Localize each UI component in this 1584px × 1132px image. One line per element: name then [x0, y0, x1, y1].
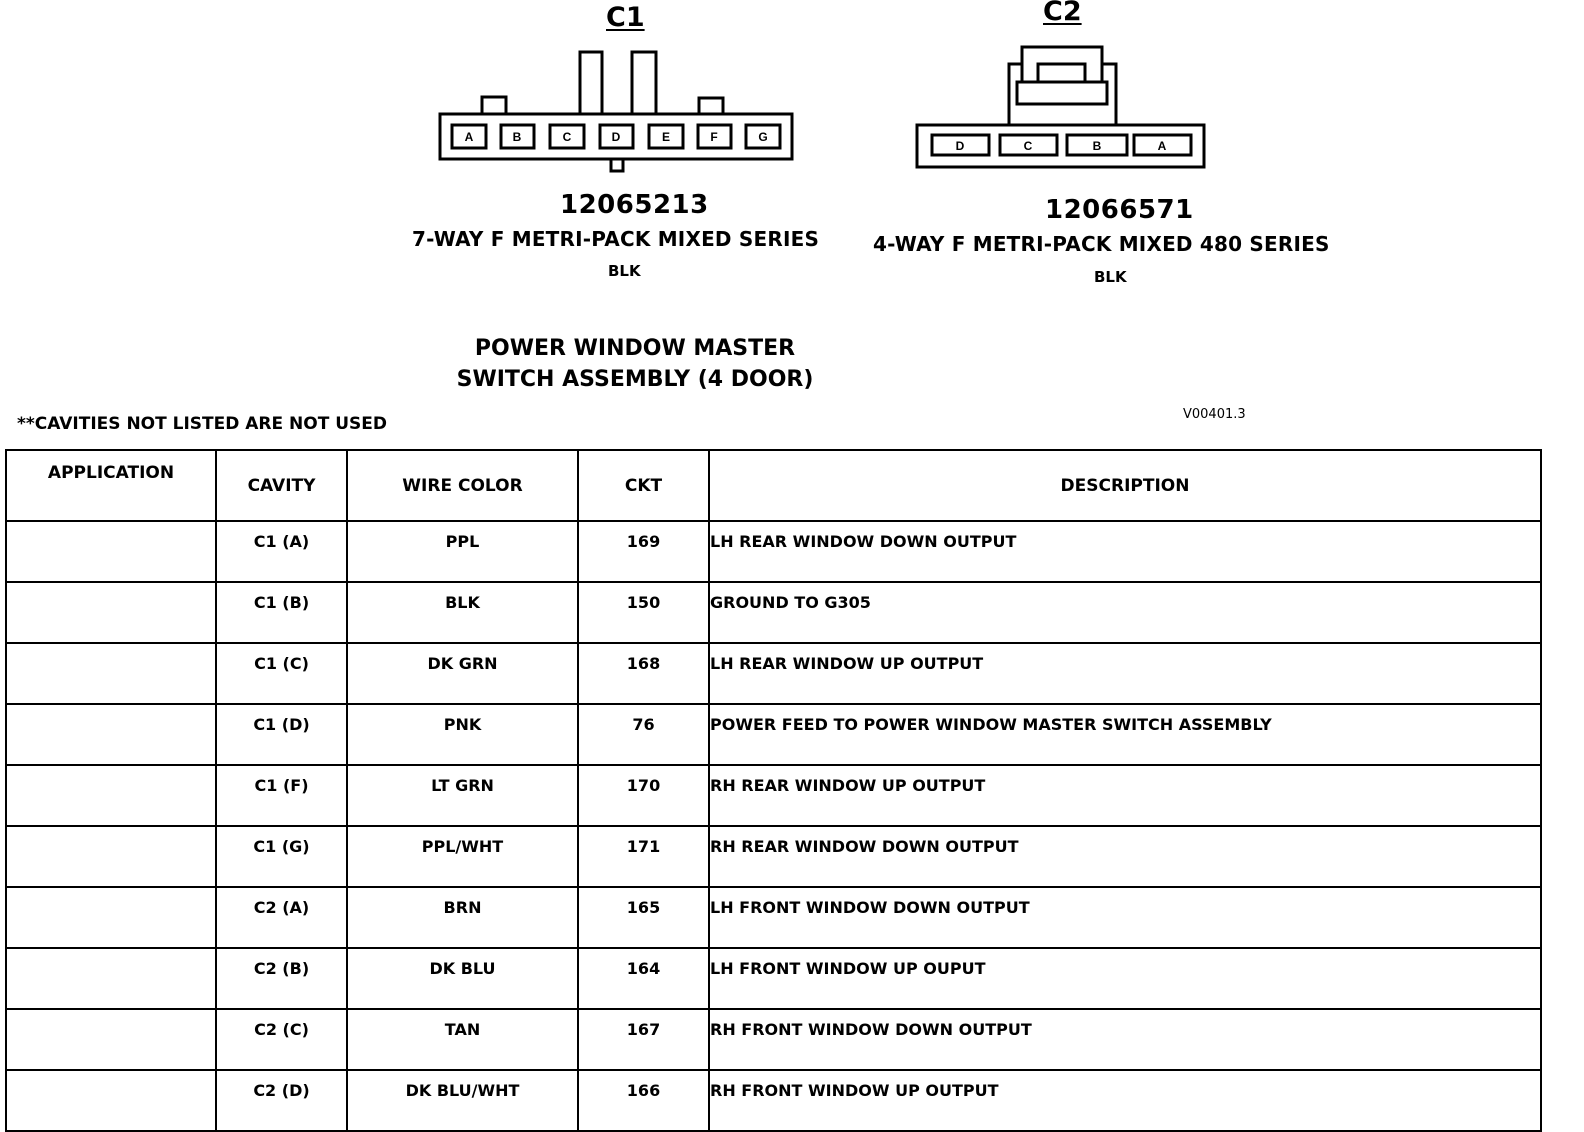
- cell-cavity: C1 (G): [216, 826, 347, 887]
- c1-cavity-letter: B: [512, 130, 522, 144]
- cell-wire-color: BLK: [347, 582, 578, 643]
- cell-cavity: C1 (D): [216, 704, 347, 765]
- c2-connector-label: C2: [1043, 0, 1082, 27]
- cell-ckt: 165: [578, 887, 709, 948]
- cell-ckt: 164: [578, 948, 709, 1009]
- header-wire-color: WIRE COLOR: [347, 450, 578, 521]
- cell-description: LH FRONT WINDOW UP OUPUT: [709, 948, 1541, 1009]
- cell-description: RH FRONT WINDOW DOWN OUTPUT: [709, 1009, 1541, 1070]
- cell-wire-color: BRN: [347, 887, 578, 948]
- cell-cavity: C1 (A): [216, 521, 347, 582]
- cell-description: LH REAR WINDOW UP OUTPUT: [709, 643, 1541, 704]
- table-row: [6, 765, 1541, 826]
- cell-cavity: C2 (C): [216, 1009, 347, 1070]
- cell-ckt: 76: [578, 704, 709, 765]
- connector-drawings: [0, 0, 1584, 300]
- c2-description: 4-WAY F METRI-PACK MIXED 480 SERIES: [873, 232, 1330, 256]
- c2-cavity-letter: B: [1092, 139, 1102, 153]
- c1-color: BLK: [608, 262, 641, 280]
- cell-ckt: 170: [578, 765, 709, 826]
- table-row: [6, 582, 1541, 643]
- c1-cavity-letter: E: [661, 130, 671, 144]
- table-row: [6, 643, 1541, 704]
- c2-cavity-letter: A: [1157, 139, 1167, 153]
- diagram-title-line2: SWITCH ASSEMBLY (4 DOOR): [456, 367, 814, 392]
- cavity-table: [5, 449, 1542, 1132]
- cell-application: [6, 826, 216, 887]
- cell-cavity: C2 (A): [216, 887, 347, 948]
- table-row: [6, 1009, 1541, 1070]
- table-row: [6, 887, 1541, 948]
- cell-application: [6, 887, 216, 948]
- cell-description: RH REAR WINDOW DOWN OUTPUT: [709, 826, 1541, 887]
- c2-part-number: 12066571: [1045, 195, 1194, 225]
- cell-application: [6, 948, 216, 1009]
- c1-cavity-letter: D: [611, 130, 621, 144]
- cell-ckt: 169: [578, 521, 709, 582]
- header-cavity: CAVITY: [216, 450, 347, 521]
- cell-description: RH REAR WINDOW UP OUTPUT: [709, 765, 1541, 826]
- table-row: [6, 704, 1541, 765]
- header-description: DESCRIPTION: [709, 450, 1541, 521]
- cavities-note: **CAVITIES NOT LISTED ARE NOT USED: [17, 414, 388, 434]
- cell-cavity: C1 (C): [216, 643, 347, 704]
- cell-application: [6, 1070, 216, 1131]
- c1-cavity-letter: A: [464, 130, 474, 144]
- c1-connector-label: C1: [606, 2, 645, 33]
- cell-description: LH REAR WINDOW DOWN OUTPUT: [709, 521, 1541, 582]
- table-row: [6, 826, 1541, 887]
- cell-cavity: C2 (B): [216, 948, 347, 1009]
- cell-wire-color: TAN: [347, 1009, 578, 1070]
- c2-cavity-letter: D: [955, 139, 965, 153]
- c2-cavities: [932, 135, 1191, 155]
- cell-application: [6, 1009, 216, 1070]
- cell-wire-color: PPL/WHT: [347, 826, 578, 887]
- table-row: [6, 948, 1541, 1009]
- cell-description: GROUND TO G305: [709, 582, 1541, 643]
- cell-cavity: C2 (D): [216, 1070, 347, 1131]
- cell-ckt: 166: [578, 1070, 709, 1131]
- table-header-row: [6, 450, 1541, 521]
- cell-application: [6, 704, 216, 765]
- diagram-title-line1: POWER WINDOW MASTER: [474, 336, 796, 361]
- cell-application: [6, 643, 216, 704]
- cell-wire-color: DK BLU/WHT: [347, 1070, 578, 1131]
- c2-cavity-letter: C: [1023, 139, 1033, 153]
- cell-description: POWER FEED TO POWER WINDOW MASTER SWITCH ASSEMBLY: [709, 704, 1541, 765]
- c1-connector-body: [440, 52, 792, 171]
- version-code: V00401.3: [1183, 407, 1246, 422]
- cell-application: [6, 765, 216, 826]
- cell-wire-color: DK GRN: [347, 643, 578, 704]
- cell-wire-color: DK BLU: [347, 948, 578, 1009]
- header-ckt: CKT: [578, 450, 709, 521]
- cell-cavity: C1 (F): [216, 765, 347, 826]
- cell-cavity: C1 (B): [216, 582, 347, 643]
- cell-wire-color: LT GRN: [347, 765, 578, 826]
- cell-ckt: 171: [578, 826, 709, 887]
- c2-color: BLK: [1094, 268, 1127, 286]
- c1-cavity-letter: G: [758, 130, 768, 144]
- header-application: APPLICATION: [6, 450, 216, 521]
- cell-description: RH FRONT WINDOW UP OUTPUT: [709, 1070, 1541, 1131]
- cell-wire-color: PNK: [347, 704, 578, 765]
- cell-wire-color: PPL: [347, 521, 578, 582]
- cell-ckt: 168: [578, 643, 709, 704]
- cell-application: [6, 521, 216, 582]
- cell-ckt: 150: [578, 582, 709, 643]
- c1-description: 7-WAY F METRI-PACK MIXED SERIES: [412, 227, 820, 251]
- cell-application: [6, 582, 216, 643]
- c1-cavity-letter: F: [710, 130, 718, 144]
- c1-cavity-letter: C: [562, 130, 572, 144]
- cavity-letters: [465, 130, 1167, 153]
- cell-description: LH FRONT WINDOW DOWN OUTPUT: [709, 887, 1541, 948]
- table-row: [6, 521, 1541, 582]
- cell-ckt: 167: [578, 1009, 709, 1070]
- table-row: [6, 1070, 1541, 1131]
- c1-part-number: 12065213: [560, 190, 709, 220]
